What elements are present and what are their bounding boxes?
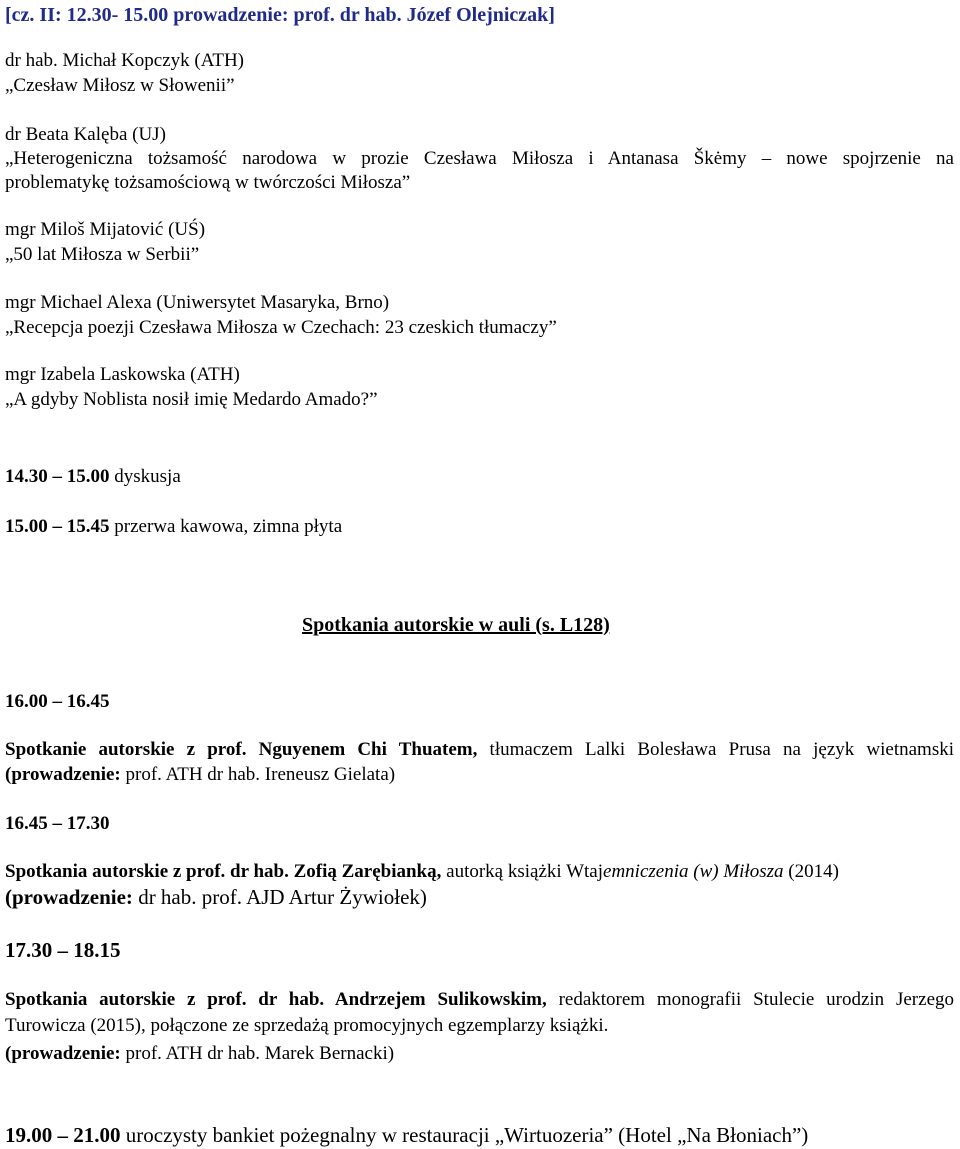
final-event [5, 1124, 808, 1146]
host-name: prof. ATH dr hab. Ireneusz Gielata) [125, 764, 396, 785]
talk-speaker: mgr Michael Alexa (Uniwersytet Masaryka, Brno) [5, 292, 390, 313]
host-label: (prowadzenie: [5, 885, 133, 909]
schedule-discussion [5, 466, 181, 488]
schedule-text: dyskusja [114, 466, 181, 487]
meeting-line [5, 739, 954, 761]
meeting-desc: redaktorem monografii Stulecie urodzin Jerzego [558, 989, 954, 1010]
host-label: (prowadzenie: [5, 1043, 121, 1064]
schedule-time: 15.00 – 15.45 [5, 516, 110, 537]
talk-speaker: dr hab. Michał Kopczyk (ATH) [5, 50, 245, 71]
meeting-line [5, 861, 839, 883]
meeting-host [5, 1043, 394, 1065]
final-time: 19.00 – 21.00 [5, 1123, 121, 1147]
talk-title: „Heterogeniczna tożsamość narodowa w prozie Czesława Miłosza i Antanasa Škėmy – nowe spojrzenie na [5, 148, 954, 169]
meeting-host [5, 886, 427, 908]
meeting-desc-cont: Turowicza (2015), połączone ze sprzedażą promocyjnych egzemplarzy książki. [5, 1015, 609, 1036]
meeting-host [5, 764, 395, 786]
meeting-guest: Spotkania autorskie z prof. dr hab. Andrzejem Sulikowskim, [5, 989, 547, 1010]
talk-title: „Recepcja poezji Czesława Miłosza w Czechach: 23 czeskich tłumaczy” [5, 317, 557, 338]
host-name: prof. ATH dr hab. Marek Bernacki) [125, 1043, 395, 1064]
final-text: uroczysty bankiet pożegnalny w restauracji „Wirtuozeria” (Hotel „Na Błoniach”) [125, 1123, 809, 1147]
talk-speaker: mgr Miloš Mijatović (UŚ) [5, 219, 206, 240]
meeting-guest: Spotkanie autorskie z prof. Nguyenem Chi Thuatem, [5, 739, 478, 760]
host-label: (prowadzenie: [5, 764, 121, 785]
meeting-desc: tłumaczem Lalki Bolesława Prusa na język wietnamski [489, 739, 955, 760]
schedule-break [5, 516, 342, 538]
meeting-time: 16.45 – 17.30 [5, 813, 110, 834]
talk-speaker: mgr Izabela Laskowska (ATH) [5, 364, 240, 385]
section-title: Spotkania autorskie w auli (s. L128) [302, 614, 610, 636]
schedule-text: przerwa kawowa, zimna płyta [114, 516, 343, 537]
talk-title-cont: problematykę tożsamościową w twórczości Miłosza” [5, 172, 411, 193]
host-name: dr hab. prof. AJD Artur Żywiołek) [138, 885, 427, 909]
meeting-line [5, 989, 954, 1011]
meeting-guest: Spotkania autorskie z prof. dr hab. Zofią Zarębianką, [5, 861, 442, 882]
talk-speaker: dr Beata Kalęba (UJ) [5, 124, 166, 145]
meeting-time: 17.30 – 18.15 [5, 938, 121, 962]
meeting-desc: autorką książki Wtajemniczenia (w) Miłosza (2014) [446, 861, 839, 882]
talk-title: „Czesław Miłosz w Słowenii” [5, 75, 235, 96]
schedule-time: 14.30 – 15.00 [5, 466, 110, 487]
talk-title: „50 lat Miłosza w Serbii” [5, 244, 200, 265]
talk-title: „A gdyby Noblista nosił imię Medardo Amado?” [5, 389, 378, 410]
session-header: [cz. II: 12.30- 15.00 prowadzenie: prof. dr hab. Józef Olejniczak] [5, 4, 555, 26]
meeting-time: 16.00 – 16.45 [5, 691, 110, 712]
